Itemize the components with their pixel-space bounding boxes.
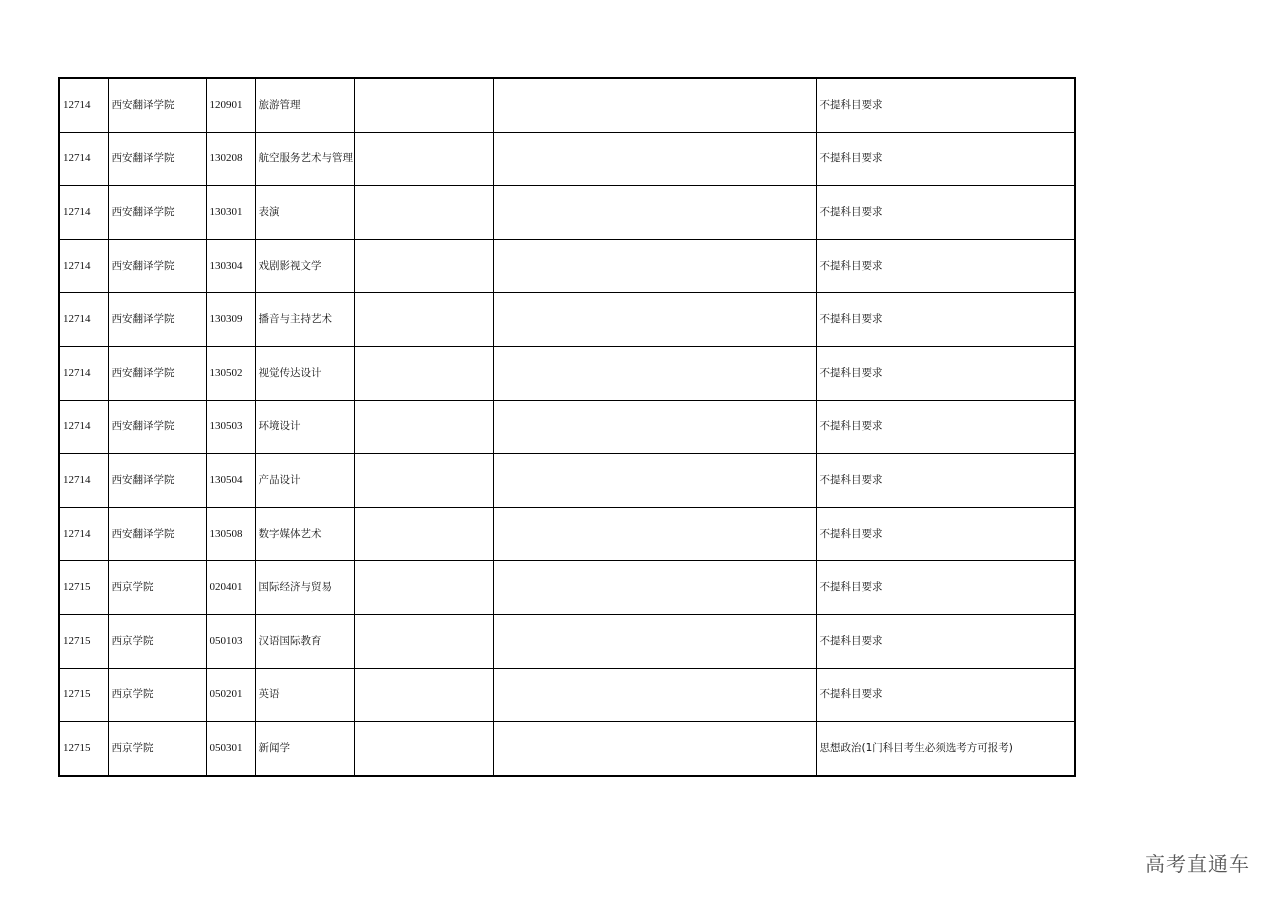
blank-cell xyxy=(354,454,493,508)
blank-cell xyxy=(493,668,816,722)
school-code-cell: 12714 xyxy=(59,78,108,132)
watermark-logo-text: 高考直通车 xyxy=(1145,852,1250,876)
school-name-cell: 西京学院 xyxy=(108,722,206,776)
table-row xyxy=(59,293,1075,347)
table-row xyxy=(59,668,1075,722)
subject-requirement-cell: 不提科目要求 xyxy=(816,346,1075,400)
major-name-cell: 表演 xyxy=(255,186,354,240)
blank-cell xyxy=(493,400,816,454)
major-code-cell: 050201 xyxy=(206,668,255,722)
subject-requirement-cell: 不提科目要求 xyxy=(816,454,1075,508)
major-code-cell: 130301 xyxy=(206,186,255,240)
blank-cell xyxy=(354,293,493,347)
major-code-cell: 130502 xyxy=(206,346,255,400)
school-code-cell: 12715 xyxy=(59,561,108,615)
major-code-cell: 020401 xyxy=(206,561,255,615)
table-row xyxy=(59,239,1075,293)
blank-cell xyxy=(354,400,493,454)
table-body xyxy=(59,78,1075,776)
blank-cell xyxy=(493,186,816,240)
school-name-cell: 西安翻译学院 xyxy=(108,400,206,454)
major-name-cell: 航空服务艺术与管理 xyxy=(255,132,354,186)
major-name-cell: 国际经济与贸易 xyxy=(255,561,354,615)
school-code-cell: 12714 xyxy=(59,293,108,347)
school-code-cell: 12714 xyxy=(59,132,108,186)
blank-cell xyxy=(354,132,493,186)
subject-requirement-cell: 不提科目要求 xyxy=(816,186,1075,240)
blank-cell xyxy=(493,507,816,561)
school-name-cell: 西安翻译学院 xyxy=(108,293,206,347)
major-name-cell: 汉语国际教育 xyxy=(255,614,354,668)
blank-cell xyxy=(493,78,816,132)
major-name-cell: 新闻学 xyxy=(255,722,354,776)
subject-requirement-cell: 不提科目要求 xyxy=(816,239,1075,293)
blank-cell xyxy=(493,239,816,293)
subject-requirement-cell: 不提科目要求 xyxy=(816,614,1075,668)
blank-cell xyxy=(493,561,816,615)
table-row xyxy=(59,400,1075,454)
school-code-cell: 12714 xyxy=(59,454,108,508)
table-row xyxy=(59,132,1075,186)
school-name-cell: 西安翻译学院 xyxy=(108,186,206,240)
school-code-cell: 12714 xyxy=(59,400,108,454)
school-code-cell: 12714 xyxy=(59,346,108,400)
major-name-cell: 旅游管理 xyxy=(255,78,354,132)
major-code-cell: 050301 xyxy=(206,722,255,776)
school-code-cell: 12714 xyxy=(59,507,108,561)
table-row xyxy=(59,561,1075,615)
blank-cell xyxy=(354,507,493,561)
school-name-cell: 西安翻译学院 xyxy=(108,78,206,132)
requirements-table xyxy=(58,77,1076,777)
major-code-cell: 130208 xyxy=(206,132,255,186)
table-row xyxy=(59,507,1075,561)
blank-cell xyxy=(354,722,493,776)
major-code-cell: 130304 xyxy=(206,239,255,293)
blank-cell xyxy=(493,132,816,186)
blank-cell xyxy=(354,668,493,722)
subject-requirement-cell: 不提科目要求 xyxy=(816,132,1075,186)
subject-requirement-cell: 不提科目要求 xyxy=(816,668,1075,722)
blank-cell xyxy=(493,454,816,508)
subject-requirement-cell: 不提科目要求 xyxy=(816,293,1075,347)
school-code-cell: 12715 xyxy=(59,722,108,776)
blank-cell xyxy=(354,186,493,240)
major-code-cell: 130503 xyxy=(206,400,255,454)
blank-cell xyxy=(493,346,816,400)
blank-cell xyxy=(354,239,493,293)
table-row xyxy=(59,78,1075,132)
subject-requirement-cell: 不提科目要求 xyxy=(816,507,1075,561)
table-row xyxy=(59,454,1075,508)
major-code-cell: 130309 xyxy=(206,293,255,347)
subject-requirement-cell: 不提科目要求 xyxy=(816,561,1075,615)
subject-requirement-cell: 不提科目要求 xyxy=(816,400,1075,454)
school-name-cell: 西安翻译学院 xyxy=(108,507,206,561)
table-row xyxy=(59,614,1075,668)
blank-cell xyxy=(493,614,816,668)
blank-cell xyxy=(354,346,493,400)
school-code-cell: 12715 xyxy=(59,614,108,668)
major-name-cell: 视觉传达设计 xyxy=(255,346,354,400)
blank-cell xyxy=(354,614,493,668)
major-name-cell: 产品设计 xyxy=(255,454,354,508)
major-name-cell: 英语 xyxy=(255,668,354,722)
table-row xyxy=(59,186,1075,240)
school-name-cell: 西京学院 xyxy=(108,668,206,722)
blank-cell xyxy=(354,78,493,132)
major-name-cell: 戏剧影视文学 xyxy=(255,239,354,293)
school-name-cell: 西京学院 xyxy=(108,561,206,615)
school-name-cell: 西京学院 xyxy=(108,614,206,668)
school-name-cell: 西安翻译学院 xyxy=(108,239,206,293)
major-code-cell: 120901 xyxy=(206,78,255,132)
school-name-cell: 西安翻译学院 xyxy=(108,454,206,508)
blank-cell xyxy=(493,722,816,776)
major-code-cell: 050103 xyxy=(206,614,255,668)
major-name-cell: 播音与主持艺术 xyxy=(255,293,354,347)
table-row xyxy=(59,722,1075,776)
major-name-cell: 环境设计 xyxy=(255,400,354,454)
school-code-cell: 12714 xyxy=(59,186,108,240)
subject-requirement-cell: 思想政治(1门科目考生必须选考方可报考) xyxy=(816,722,1075,776)
major-code-cell: 130504 xyxy=(206,454,255,508)
subject-requirement-cell: 不提科目要求 xyxy=(816,78,1075,132)
school-name-cell: 西安翻译学院 xyxy=(108,346,206,400)
major-name-cell: 数字媒体艺术 xyxy=(255,507,354,561)
school-code-cell: 12715 xyxy=(59,668,108,722)
school-code-cell: 12714 xyxy=(59,239,108,293)
blank-cell xyxy=(493,293,816,347)
blank-cell xyxy=(354,561,493,615)
table-row xyxy=(59,346,1075,400)
school-name-cell: 西安翻译学院 xyxy=(108,132,206,186)
major-code-cell: 130508 xyxy=(206,507,255,561)
